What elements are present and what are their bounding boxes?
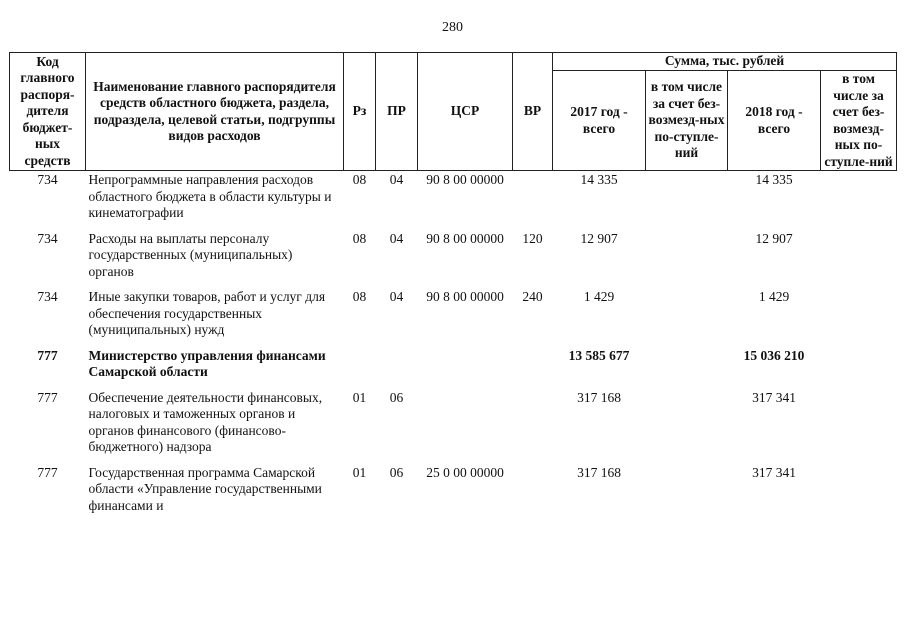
cell-2018-free (821, 289, 897, 348)
cell-2018-total: 15 036 210 (743, 347, 805, 363)
cell-2017-total: 317 168 (577, 464, 621, 480)
cell-name: Иные закупки товаров, работ и услуг для обеспечения государственных (муниципальных) нужд (88, 289, 326, 337)
header-rz: Рз (344, 53, 376, 171)
cell-2017-total: 14 335 (580, 172, 618, 187)
cell-2018-total: 317 341 (752, 464, 796, 480)
cell-vr: 240 (522, 289, 543, 304)
table-row (10, 289, 897, 348)
cell-vr (513, 390, 553, 465)
table-body (10, 171, 897, 524)
page-number: 280 (442, 20, 463, 35)
cell-code: 777 (37, 389, 58, 405)
cell-code: 777 (37, 464, 58, 480)
header-2017-total: 2017 год - всего (553, 71, 646, 171)
cell-2018-total: 317 341 (752, 389, 796, 405)
cell-pr: 04 (389, 230, 404, 246)
header-sum: Сумма, тыс. рублей (553, 53, 897, 71)
cell-csr: 90 8 00 00000 (426, 289, 504, 304)
table-row (10, 231, 897, 290)
cell-2017-total: 12 907 (580, 230, 618, 246)
cell-2017-free (646, 289, 728, 348)
cell-2017-free (646, 171, 728, 231)
cell-rz: 08 (352, 172, 367, 187)
cell-2017-free (646, 231, 728, 290)
cell-2018-free (821, 231, 897, 290)
header-vr: ВР (513, 53, 553, 171)
cell-2017-total: 317 168 (577, 389, 621, 405)
cell-name: Расходы на выплаты персоналу государственных (муниципальных) органов (88, 230, 293, 279)
cell-vr: 120 (522, 230, 543, 246)
cell-csr: 90 8 00 00000 (426, 230, 504, 246)
cell-rz: 08 (352, 289, 367, 304)
cell-rz (344, 348, 376, 390)
table-row (10, 348, 897, 390)
cell-pr: 04 (389, 289, 404, 304)
header-code: Код главного распоря-дителя бюджет-ных средств (10, 53, 86, 171)
cell-csr (418, 348, 513, 390)
header-name: Наименование главного распорядителя средств областного бюджета, раздела, подраздела, целевой статьи, подгруппы видов расходов (86, 53, 344, 171)
header-csr: ЦСР (418, 53, 513, 171)
cell-pr: 06 (389, 464, 404, 480)
cell-2018-free (821, 465, 897, 524)
cell-2018-free (821, 171, 897, 231)
table-row (10, 390, 897, 465)
cell-name: Непрограммные направления расходов областного бюджета в области культуры и кинематографии (88, 172, 332, 220)
cell-2018-total: 1 429 (758, 289, 790, 304)
header-pr: ПР (376, 53, 418, 171)
cell-2017-total: 13 585 677 (568, 347, 630, 363)
cell-2018-total: 12 907 (755, 230, 793, 246)
cell-rz: 01 (352, 389, 367, 405)
cell-2017-free (646, 465, 728, 524)
cell-csr: 25 0 00 00000 (426, 464, 504, 480)
header-2018-free: в том числе за счет без-возмезд-ных по-ступле-ний (821, 71, 897, 171)
cell-2017-free (646, 390, 728, 465)
cell-code: 734 (37, 172, 58, 187)
cell-2017-total: 1 429 (583, 289, 615, 304)
table-row (10, 171, 897, 231)
cell-code: 777 (37, 347, 58, 363)
cell-vr (513, 465, 553, 524)
budget-table (9, 52, 897, 523)
cell-2017-free (646, 348, 728, 390)
cell-rz: 01 (352, 464, 367, 480)
cell-name: Обеспечение деятельности финансовых, налоговых и таможенных органов и органов финансового (финансово-бюджетного) надзора (88, 389, 323, 454)
cell-2018-free (821, 348, 897, 390)
cell-name: Министерство управления финансами Самарской области (88, 347, 326, 379)
cell-pr (376, 348, 418, 390)
cell-2018-free (821, 390, 897, 465)
header-2017-free: в том числе за счет без-возмезд-ных по-ступле-ний (646, 71, 728, 171)
cell-pr: 04 (389, 172, 404, 187)
table-row (10, 465, 897, 524)
table-header (10, 53, 897, 171)
cell-pr: 06 (389, 389, 404, 405)
cell-vr (513, 171, 553, 231)
cell-rz: 08 (352, 230, 367, 246)
header-2018-total: 2018 год - всего (728, 71, 821, 171)
cell-code: 734 (37, 230, 58, 246)
cell-2018-total: 14 335 (755, 172, 793, 187)
cell-vr (513, 348, 553, 390)
cell-csr: 90 8 00 00000 (426, 172, 504, 187)
cell-csr (418, 390, 513, 465)
cell-name: Государственная программа Самарской области «Управление государственными финансами и (88, 464, 322, 513)
cell-code: 734 (37, 289, 58, 304)
